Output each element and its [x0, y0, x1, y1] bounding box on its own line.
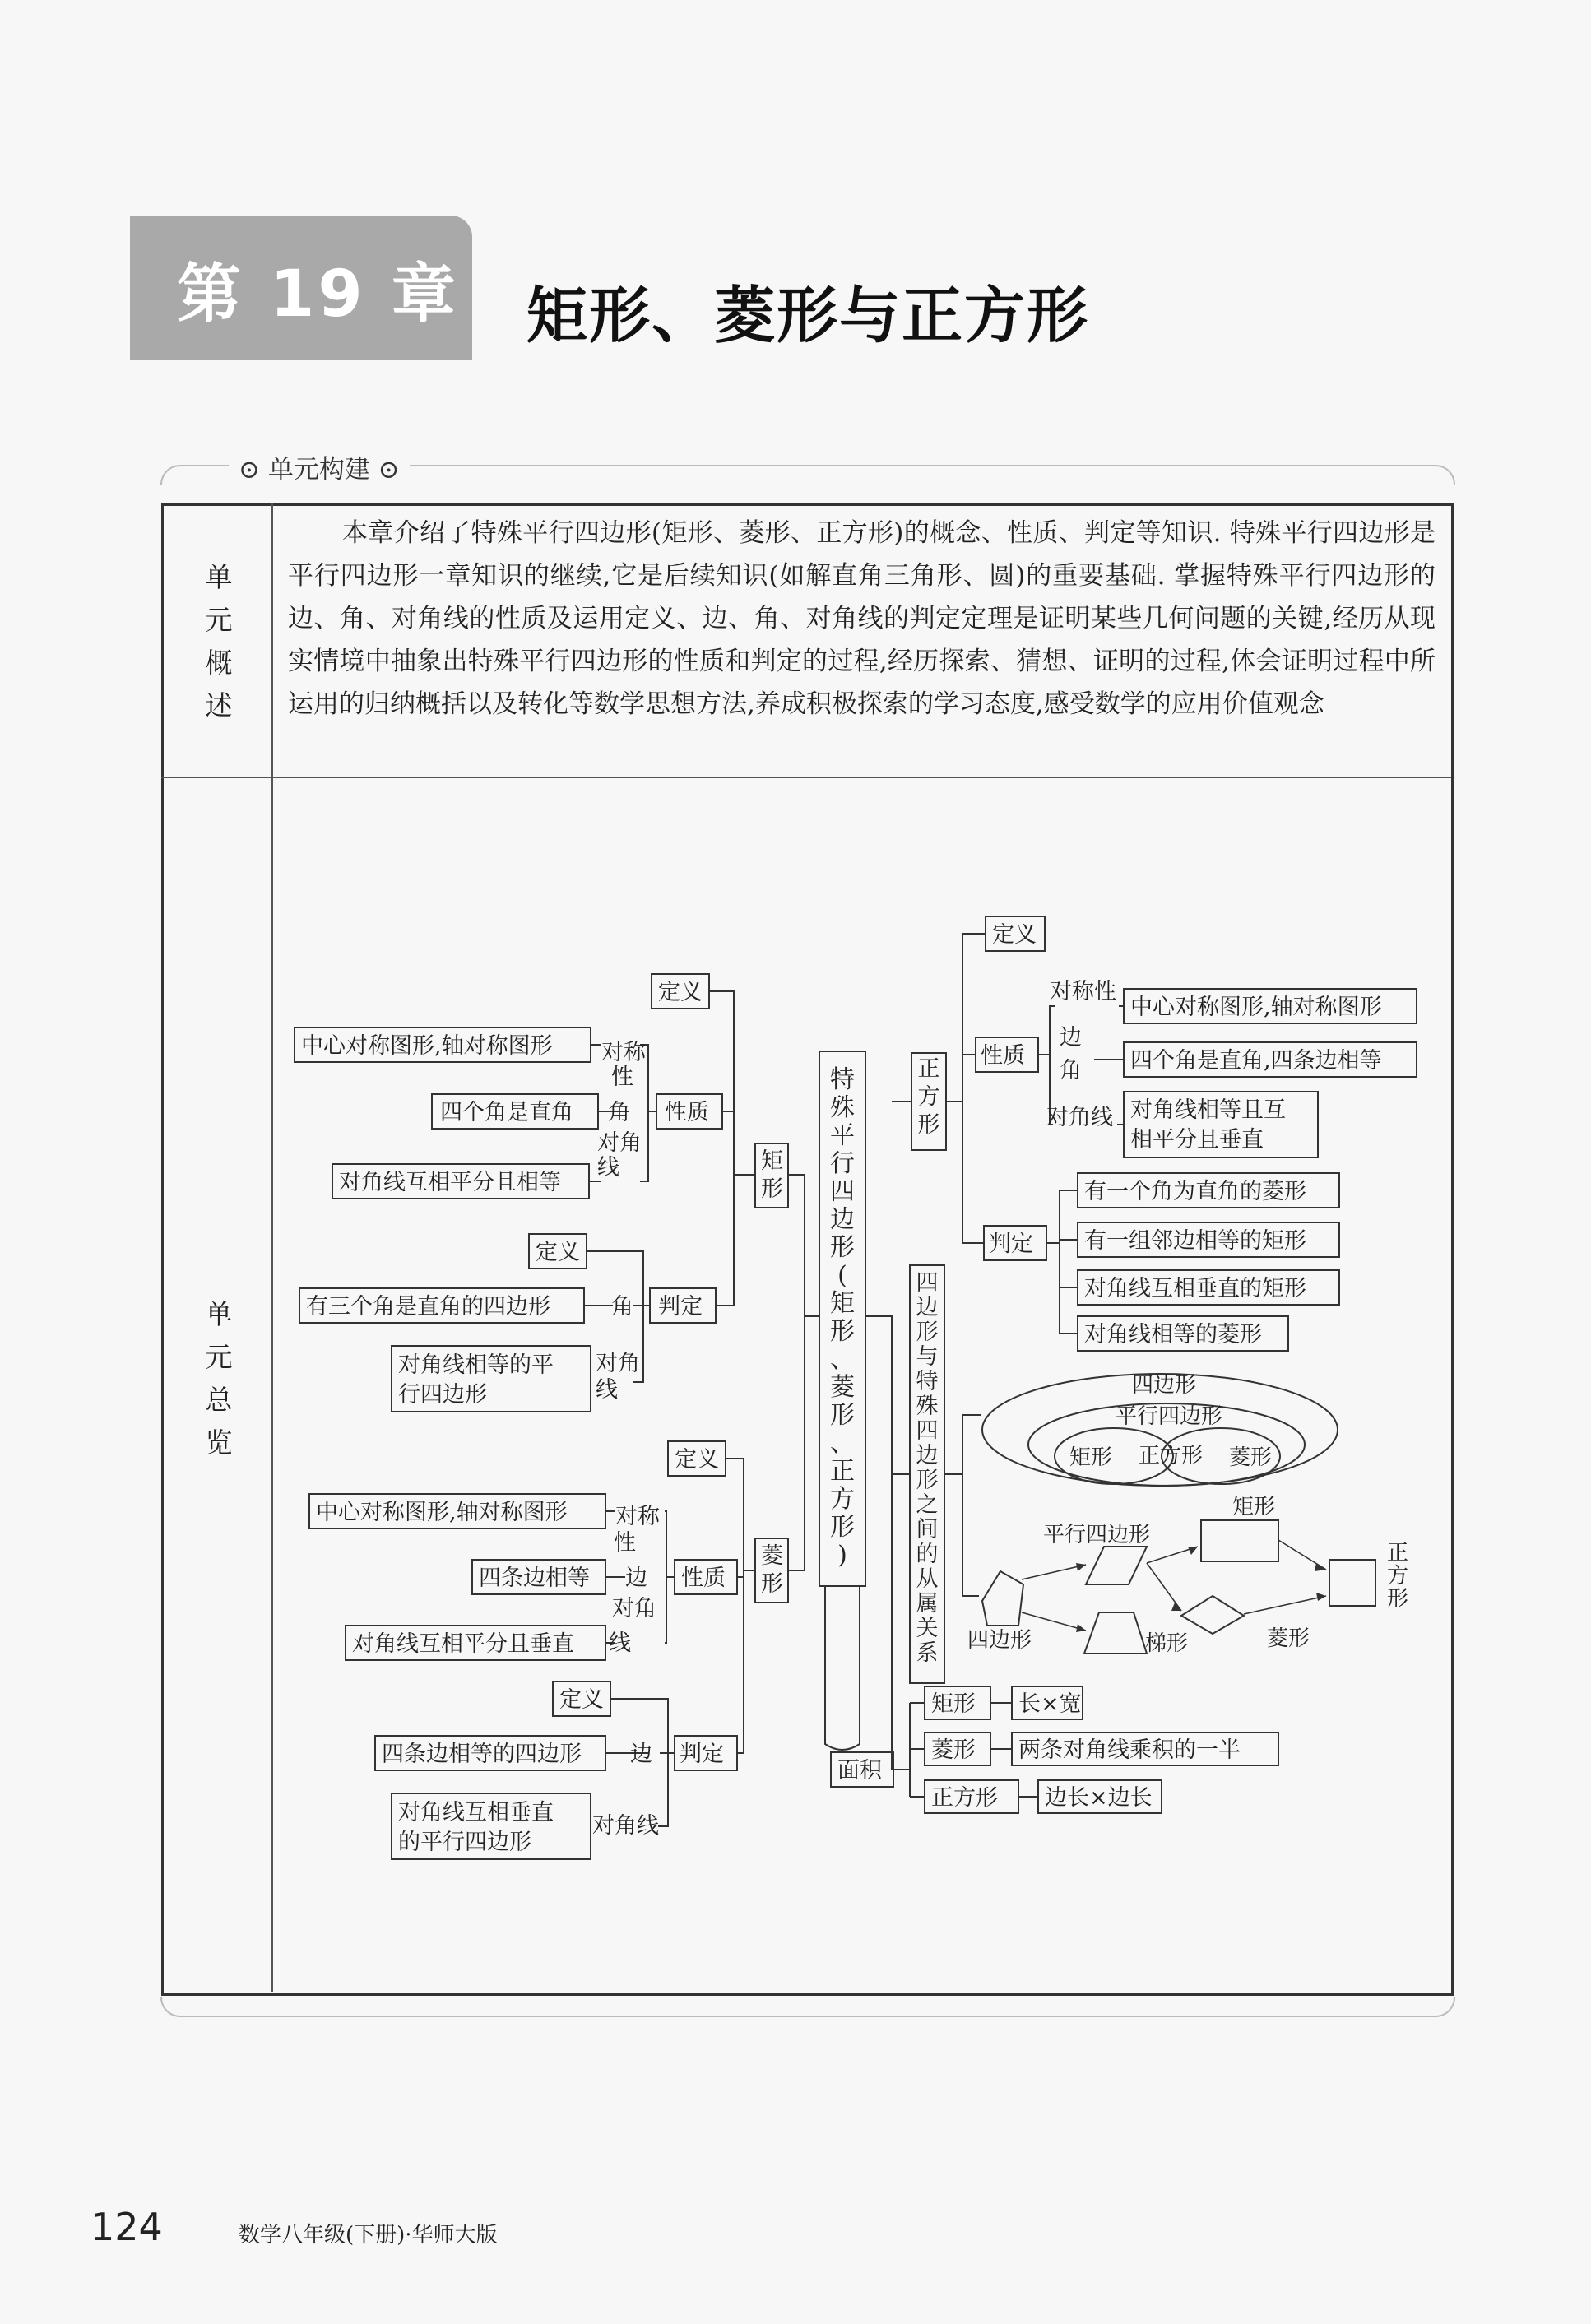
rect-property: 性质 [665, 1100, 709, 1125]
square-diag-label: 对角线 [1046, 1105, 1113, 1130]
rect-diag-label-2: 线 [597, 1155, 619, 1181]
area-title: 面积 [837, 1758, 882, 1784]
rhombus-side-label: 边 [625, 1566, 647, 1591]
svg-text:形: 形 [916, 1468, 939, 1493]
rhombus-judge-diag-value-1: 对角线互相垂直 [398, 1800, 554, 1825]
svg-text:与: 与 [916, 1344, 939, 1370]
square-judge-item-4: 对角线相等的菱形 [1084, 1322, 1262, 1348]
svg-text:形: 形 [830, 1233, 855, 1262]
book-title: 数学八年级(下册)·华师大版 [239, 2223, 498, 2247]
rhombus-definition: 定义 [675, 1447, 719, 1473]
venn-rect-label: 矩形 [1069, 1445, 1113, 1470]
svg-text:殊: 殊 [916, 1394, 939, 1419]
rhombus-property: 性质 [681, 1566, 726, 1591]
rect-diag-value: 对角线互相平分且相等 [339, 1170, 561, 1195]
rhombus-judge-def: 定义 [559, 1687, 604, 1713]
svg-text:形: 形 [830, 1317, 855, 1346]
area-row-formula-2: 两条对角线乘积的一半 [1018, 1737, 1241, 1763]
square-side-angle-value: 四个角是直角,四条边相等 [1130, 1048, 1382, 1074]
svg-text:、: 、 [830, 1345, 855, 1374]
rhombus-judge-diag-value-2: 的平行四边形 [398, 1830, 531, 1855]
svg-text:矩: 矩 [830, 1289, 855, 1318]
chapter-label: 第 19 章 [177, 257, 459, 332]
square-side-angle-label-1: 边 [1060, 1025, 1082, 1051]
section-frame-bottom [160, 1997, 1455, 2017]
venn-square-label: 正方形 [1139, 1444, 1204, 1468]
svg-text:从: 从 [916, 1566, 939, 1592]
rect-judge: 判定 [658, 1294, 703, 1320]
page-number: 124 [90, 2205, 163, 2249]
svg-text:特: 特 [916, 1369, 939, 1394]
svg-text:殊: 殊 [830, 1093, 855, 1122]
flow-rect-label: 矩形 [1232, 1495, 1276, 1519]
svg-text:四: 四 [916, 1418, 939, 1444]
rect-judge-diag-label-1: 对角 [596, 1351, 640, 1376]
svg-text:属: 属 [916, 1591, 939, 1617]
svg-text:系: 系 [916, 1640, 939, 1666]
rhombus-side-value: 四条边相等 [479, 1566, 590, 1591]
svg-text:形: 形 [830, 1513, 855, 1542]
rect-sym-label-2: 性 [611, 1065, 633, 1090]
square-diag-value-2: 相平分且垂直 [1130, 1127, 1264, 1153]
svg-text:行: 行 [830, 1149, 855, 1178]
area-row-formula-3: 边长×边长 [1045, 1785, 1153, 1811]
svg-text:形: 形 [830, 1401, 855, 1430]
rect-judge-angle-value: 有三个角是直角的四边形 [306, 1294, 550, 1320]
flow-quadrilateral-label: 四边形 [967, 1628, 1032, 1653]
svg-text:菱: 菱 [830, 1373, 855, 1402]
rect-judge-def: 定义 [536, 1240, 580, 1265]
area-row-formula-1: 长×宽 [1018, 1691, 1082, 1717]
square-judge-item-3: 对角线互相垂直的矩形 [1084, 1276, 1306, 1301]
rhombus-name-1: 菱 [761, 1543, 783, 1569]
rect-angle-value: 四个角是直角 [440, 1100, 573, 1125]
square-property: 性质 [981, 1043, 1025, 1069]
rhombus-judge-side-label: 边 [630, 1742, 652, 1767]
flow-rhombus-label: 菱形 [1267, 1626, 1310, 1651]
rect-sym-value: 中心对称图形,轴对称图形 [301, 1033, 553, 1059]
square-name-2: 方 [917, 1084, 940, 1110]
square-side-angle-label-2: 角 [1060, 1058, 1082, 1083]
square-sym-value: 中心对称图形,轴对称图形 [1130, 995, 1382, 1020]
flow-square-label-2: 方 [1387, 1564, 1409, 1589]
svg-text:边: 边 [916, 1443, 939, 1468]
rhombus-diag-value: 对角线互相平分且垂直 [352, 1631, 574, 1657]
svg-text:(: ( [837, 1261, 847, 1290]
rhombus-judge: 判定 [680, 1742, 724, 1767]
overview-text: 本章介绍了特殊平行四边形(矩形、菱形、正方形)的概念、性质、判定等知识. 特殊平行四边形是平行四边形一章知识的继续,它是后续知识(如解直角三角形、圆)的重要基础. 掌握特殊平行四边形的边、角、对角线的性质及运用定义、边、角、对角线的判定定理是证明某些几何问题的关键,经历从现实情境中抽象出特殊平行四边形的性质和判定的过程,经历探索、猜想、证明的过程,体会证明过程中所运用的归纳概括以及转化等数学思想方法,养成积极探索的学习态度,感受数学的应用价值观念 [288, 518, 1436, 719]
venn-rhombus-label: 菱形 [1229, 1445, 1273, 1470]
rhombus-sym-label-2: 性 [614, 1530, 636, 1556]
overview-label: 单 元 概 述 [205, 561, 233, 721]
rect-diag-label-1: 对角 [597, 1130, 642, 1156]
svg-text:边: 边 [916, 1295, 939, 1320]
svg-text:): ) [837, 1541, 847, 1570]
center-title [830, 1065, 855, 1570]
relation-title [916, 1270, 939, 1666]
square-diag-value-1: 对角线相等且互 [1130, 1097, 1286, 1123]
flow-parallelogram-label: 平行四边形 [1043, 1523, 1151, 1547]
svg-text:、: 、 [830, 1429, 855, 1458]
rhombus-sym-label-1: 对称 [615, 1504, 660, 1529]
svg-text:间: 间 [916, 1517, 939, 1542]
square-judge-item-2: 有一组邻边相等的矩形 [1084, 1228, 1306, 1254]
flow-square-label-1: 正 [1387, 1541, 1409, 1566]
rect-definition: 定义 [658, 980, 703, 1005]
area-row-shape-2: 菱形 [931, 1737, 976, 1763]
svg-text:形: 形 [916, 1320, 939, 1345]
area-row-shape-1: 矩形 [931, 1691, 976, 1717]
rect-judge-diag-value-1: 对角线相等的平 [398, 1352, 554, 1378]
rect-judge-diag-value-2: 行四边形 [398, 1382, 487, 1408]
svg-text:正: 正 [830, 1457, 855, 1486]
rect-judge-diag-label-2: 线 [596, 1377, 618, 1403]
square-judge: 判定 [989, 1232, 1033, 1257]
svg-text:四: 四 [916, 1270, 939, 1296]
rhombus-sym-value: 中心对称图形,轴对称图形 [316, 1500, 568, 1525]
svg-text:平: 平 [830, 1121, 855, 1150]
rhombus-name-2: 形 [761, 1571, 783, 1597]
svg-text:方: 方 [830, 1485, 855, 1514]
venn-parallelogram-label: 平行四边形 [1116, 1404, 1223, 1429]
chapter-title: 矩形、菱形与正方形 [526, 281, 1089, 351]
venn-outer-label: 四边形 [1132, 1373, 1197, 1398]
svg-text:关: 关 [916, 1616, 939, 1641]
rect-judge-angle-label: 角 [611, 1294, 633, 1320]
rhombus-diag-label-2: 线 [609, 1631, 631, 1656]
rhombus-judge-diag-label: 对角线 [592, 1813, 659, 1839]
flow-trapezoid-label: 梯形 [1145, 1631, 1189, 1656]
square-sym-label: 对称性 [1050, 979, 1116, 1004]
section-title: ⊙ 单元构建 ⊙ [229, 448, 410, 485]
rect-name-2: 形 [761, 1176, 783, 1202]
square-judge-item-1: 有一个角为直角的菱形 [1084, 1179, 1306, 1204]
square-definition: 定义 [992, 922, 1037, 948]
flow-square-label-3: 形 [1387, 1587, 1409, 1612]
square-name-1: 正 [917, 1056, 940, 1082]
svg-text:特: 特 [830, 1065, 855, 1094]
rect-sym-label-1: 对称 [601, 1040, 646, 1065]
svg-text:的: 的 [916, 1542, 939, 1567]
svg-text:之: 之 [916, 1492, 939, 1518]
square-name-3: 形 [917, 1112, 940, 1138]
summary-label: 单 元 总 览 [205, 1298, 233, 1459]
rhombus-judge-side-value: 四条边相等的四边形 [382, 1742, 582, 1767]
area-row-shape-3: 正方形 [931, 1785, 998, 1811]
rect-angle-label: 角 [608, 1100, 630, 1125]
rhombus-diag-label-1: 对角 [612, 1596, 656, 1621]
svg-text:四: 四 [830, 1177, 855, 1206]
rect-name-1: 矩 [761, 1148, 783, 1174]
svg-text:边: 边 [830, 1205, 855, 1234]
